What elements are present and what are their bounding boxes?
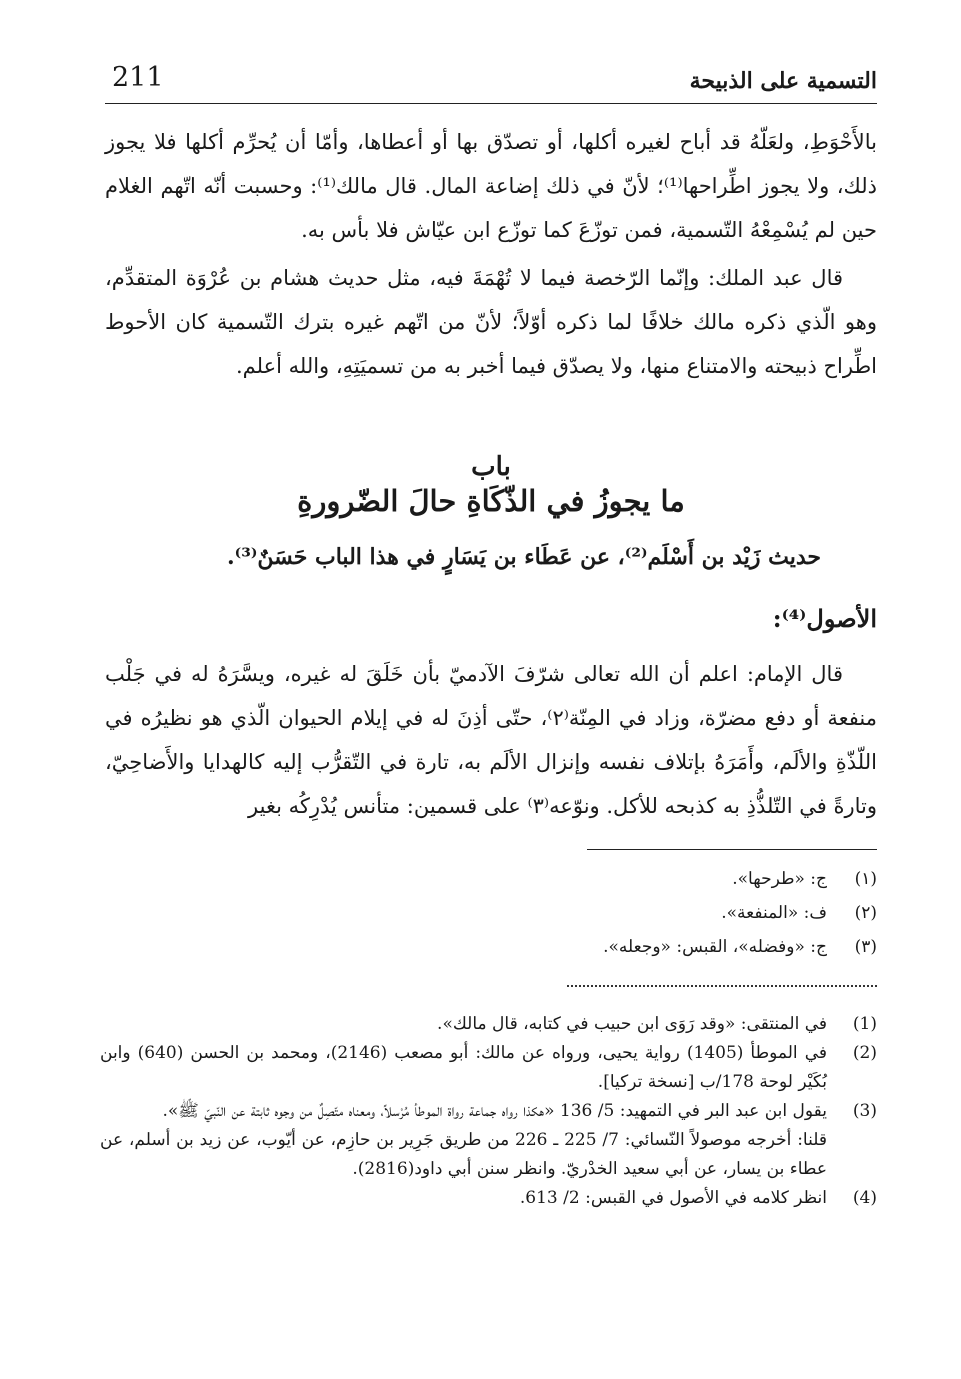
hadith-line: حديث زَيْد بن أَسْلَم⁽²⁾، عن عَطَاء بن يَسَارٍ في هذا الباب حَسَنٌ⁽³⁾. — [226, 544, 821, 570]
running-title: التسمية على الذبيحة — [689, 68, 877, 94]
chapter-title: ما يجوزُ في الذّكَاةِ حالَ الضّرورةِ — [297, 484, 685, 518]
footnote — [100, 1039, 877, 1097]
footnote-text: قلنا: أخرجه موصولاً النّسائي: 7/ 225 ـ 226 من طريق جَرِير بن حازِم، عن أيّوب، عن زيد بن أسلم، عن عطاء بن يسار، عن أبي سعيد الخدْريّ. وانظر سنن أبي داود(2816). — [100, 1130, 827, 1179]
footnote-text: ج: «وفضله»، القبس: «وجعله». — [603, 937, 827, 957]
footnote-number — [827, 1126, 877, 1184]
footnote — [100, 1184, 877, 1213]
footnote — [100, 896, 877, 930]
footnote-number: (2) — [852, 1043, 877, 1063]
footnote-number: (3) — [852, 1101, 877, 1121]
footnote-text: ج: «طرحها». — [732, 869, 827, 889]
editor-footnotes — [100, 862, 877, 964]
footnote — [100, 1097, 877, 1126]
chapter-label: باب — [471, 452, 511, 482]
footnote-number: (٢) — [854, 903, 877, 923]
dotted-separator — [567, 985, 877, 987]
usul-heading: الأصول⁽⁴⁾: — [772, 604, 877, 633]
paragraph: بالأَحْوَطِ، ولعَلّهُ قد أباح لغيره أكلها، أو تصدّق بها أو أعطاها، وأمّا أن يُحرِّم أكلها فلا يجوز ذلك، ولا يجوز اطِّراحها⁽¹⁾؛ لأنّ في ذلك إضاعة المال. قال مالك⁽¹⁾: وحسبت أنّه اتّهم الغلام حين لم يُسْمِعْهُ التّسمية، فمن توزّعَ كما توزّع ابن عيّاش فلا بأس به. — [105, 130, 878, 242]
footnote-text: يقول ابن عبد البر في التمهيد: 5/ 136 «هكذا رواه جماعة رواة الموطأ مُرْسلاً، ومعناه متّصِلٌ من وجوه ثابتة عن النّبيّ ﷺ». — [162, 1101, 827, 1121]
source-footnotes — [100, 1010, 877, 1213]
footnote — [100, 930, 877, 964]
footnote-number: (١) — [854, 869, 877, 889]
footnote — [100, 862, 877, 896]
footnote-number: (٣) — [854, 937, 877, 957]
header-rule — [105, 103, 877, 104]
paragraph: قال عبد الملك: وإنّما الرّخصة فيما لا تُهْمَةَ فيه، مثل حديث هشام بن عُرْوَة المتقدِّم، وهو الّذي ذكره مالك خلافًا لما ذكره أوّلاً؛ لأنّ من اتّهم غيره بترك التّسمية كان الأحوط اطِّراح ذبيحته والامتناع منها، ولا يصدّق فيما أخبر به من تسميَتِهِ، والله أعلم. — [105, 266, 877, 378]
footnote-continuation — [100, 1126, 877, 1184]
footnote-text: في الموطأ (1405) رواية يحيى، ورواه عن مالك: أبو مصعب (2146)، ومحمد بن الحسن (640) وابن بُكَيْر لوحة 178/ب [نسخة تركيا]. — [100, 1043, 827, 1092]
usul-paragraph: قال الإمام: اعلم أن الله تعالى شرّفَ الآدميّ بأن خَلَقَ له غيره، ويسَّرَهُ له في جَلْب منفعة أو دفع مضرّة، وزاد في المِنّة⁽٢⁾، حتّى أذِنَ له في إيلام الحيوان الّذي هو نظيرُه في اللّذّةِ والألَم، وأَمَرَهُ بإتلاف نفسه وإنزال الألَم به، تارة في التّقرُّب إليه كالهدايا والأَضاحِيّ، وتارةً في التّلذُّذِ به كذبحه للأكل. ونوّعه⁽٣⁾ على قسمين: متأنس يُدْرِكُه بغير — [105, 662, 878, 818]
footnote-number: (1) — [852, 1014, 877, 1034]
footnote-text: في المنتقى: «وقد رَوَى ابن حبيب في كتابه، قال مالك». — [437, 1014, 827, 1034]
footnote-text: انظر كلامه في الأصول في القبس: 2/ 613. — [519, 1188, 827, 1208]
footnote-rule — [587, 849, 877, 850]
footnote-number: (4) — [852, 1188, 877, 1208]
footnote-text: ف: «المنفعة». — [721, 903, 827, 923]
footnote — [100, 1010, 877, 1039]
page-number: 211 — [112, 62, 164, 93]
main-text — [105, 120, 877, 388]
